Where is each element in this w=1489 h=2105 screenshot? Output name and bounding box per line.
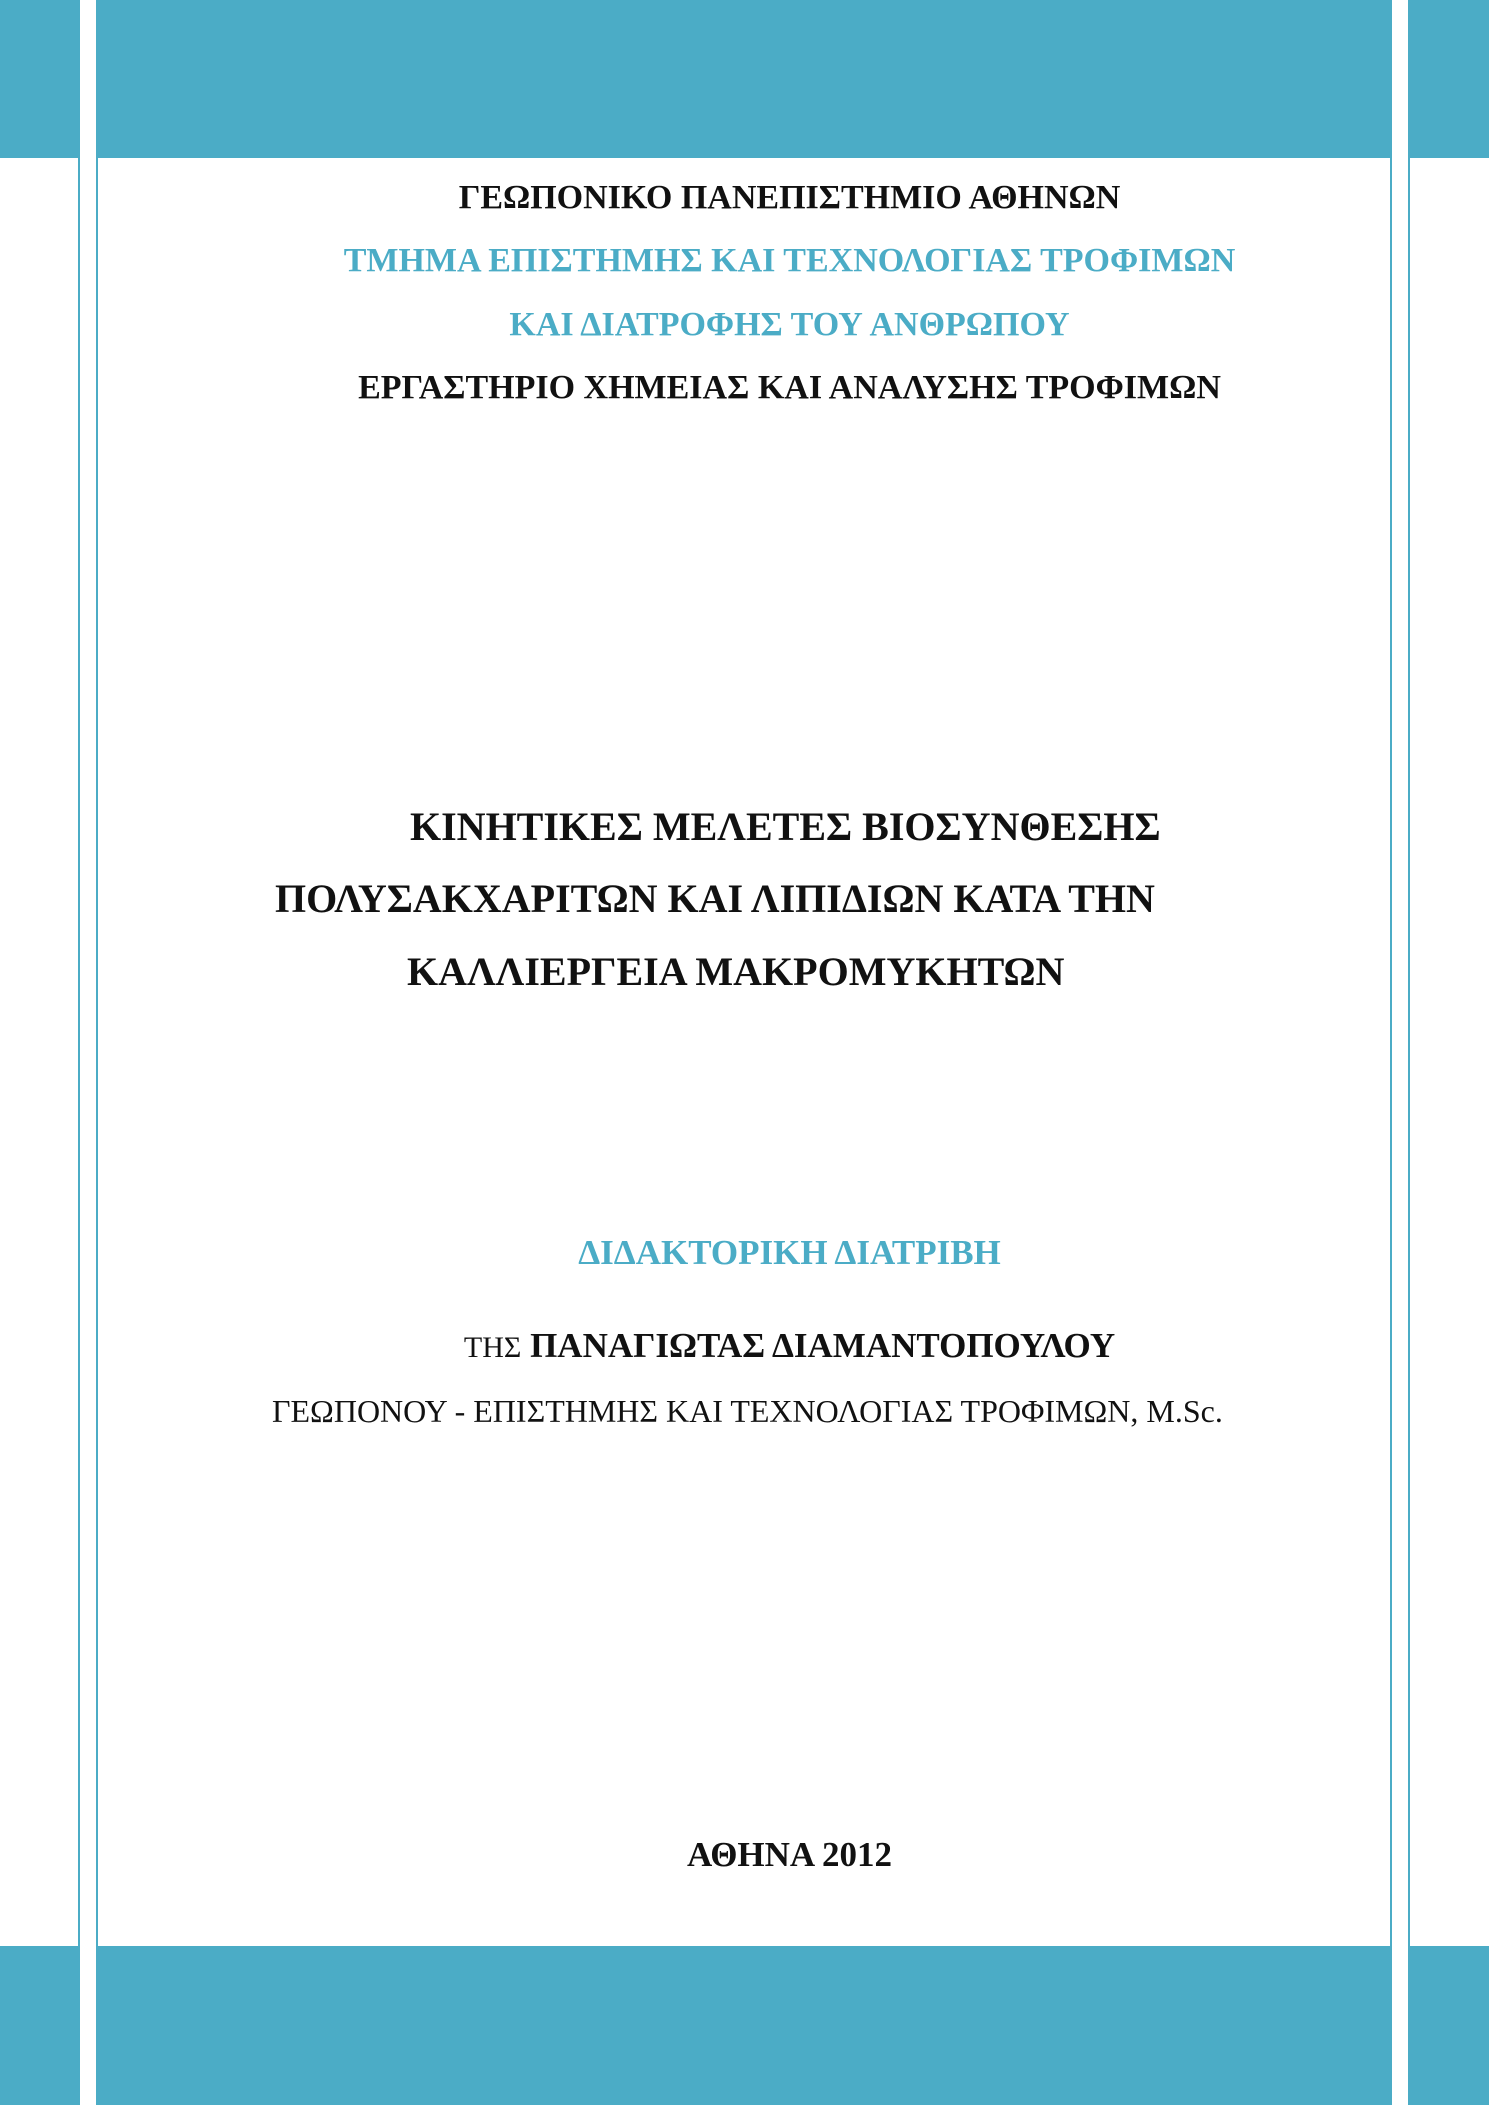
author-line [45,1325,1489,1369]
title-line-2: ΠΟΛΥΣΑΚΧΑΡΙΤΩΝ ΚΑΙ ΛΙΠΙΔΙΩΝ ΚΑΤΑ ΤΗΝ [275,876,1155,921]
author-title: ΓΕΩΠΟΝΟΥ - ΕΠΙΣΤΗΜΗΣ ΚΑΙ ΤΕΧΝΟΛΟΓΙΑΣ ΤΡΟΦΙΜΩΝ, M.Sc. [272,1393,1223,1429]
top-band-center [96,0,1392,158]
author-prefix: ΤΗΣ [463,1331,522,1364]
title-line-1: ΚΙΝΗΤΙΚΕΣ ΜΕΛΕΤΕΣ ΒΙΟΣΥΝΘΕΣΗΣ [410,804,1161,849]
university-name: ΓΕΩΠΟΝΙΚΟ ΠΑΝΕΠΙΣΤΗΜΙΟ ΑΘΗΝΩΝ [458,179,1121,216]
top-band-left [0,0,80,158]
author-name: ΠΑΝΑΓΙΩΤΑΣ ΔΙΑΜΑΝΤΟΠΟΥΛΟΥ [530,1326,1116,1365]
bottom-band-left [0,1946,80,2105]
top-band-right [1408,0,1489,158]
laboratory-name: ΕΡΓΑΣΤΗΡΙΟ ΧΗΜΕΙΑΣ ΚΑΙ ΑΝΑΛΥΣΗΣ ΤΡΟΦΙΜΩΝ [358,369,1221,406]
department-line-2: ΚΑΙ ΔΙΑΤΡΟΦΗΣ ΤΟΥ ΑΝΘΡΩΠΟΥ [509,306,1070,343]
title-line-3: ΚΑΛΛΙΕΡΓΕΙΑ ΜΑΚΡΟΜΥΚΗΤΩΝ [407,949,1065,994]
department-line-1: ΤΜΗΜΑ ΕΠΙΣΤΗΜΗΣ ΚΑΙ ΤΕΧΝΟΛΟΓΙΑΣ ΤΡΟΦΙΜΩΝ [343,242,1236,279]
bottom-band-right [1408,1946,1489,2105]
thesis-type: ΔΙΔΑΚΤΟΡΙΚΗ ΔΙΑΤΡΙΒΗ [578,1233,1001,1272]
bottom-band-center [96,1946,1392,2105]
place-year: ΑΘΗΝΑ 2012 [686,1835,893,1874]
